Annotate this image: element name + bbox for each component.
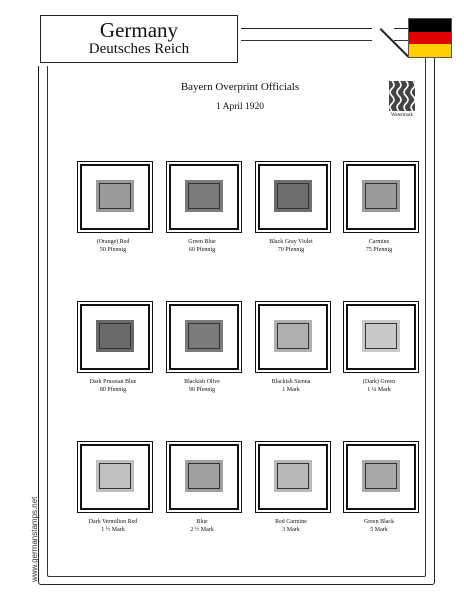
stamp-caption	[256, 518, 326, 534]
stamp-space	[344, 304, 414, 394]
stamp-value: 50 Pfennig	[99, 247, 127, 253]
watermark-icon	[389, 81, 415, 111]
stamp-caption	[167, 518, 237, 534]
stamp-color: Green Blue	[188, 239, 216, 245]
stamp-mount-frame	[169, 304, 239, 370]
stamp-caption	[256, 378, 326, 394]
stamp-mount-frame	[80, 444, 150, 510]
stamp-image	[96, 460, 134, 492]
stamp-value: 1 Mark	[282, 387, 300, 393]
country-title: Germany	[99, 18, 179, 42]
watermark-label: Watermark	[390, 113, 414, 118]
stamp-value: 60 Pfennig	[188, 247, 216, 253]
stamp-space	[344, 444, 414, 534]
stamp-color: Dark Vermilion Red	[88, 519, 138, 525]
stamp-space	[78, 444, 148, 534]
stamp-space	[256, 304, 326, 394]
country-subtitle: Deutsches Reich	[88, 41, 190, 57]
stamp-color: Blue	[196, 519, 208, 525]
stamp-caption	[344, 378, 414, 394]
stamp-mount-frame	[258, 444, 328, 510]
stamp-mount-frame	[169, 444, 239, 510]
stamp-mount-frame	[258, 304, 328, 370]
stamp-color: (Dark) Green	[362, 379, 396, 385]
stamp-space	[256, 444, 326, 534]
stamp-image	[185, 320, 223, 352]
stamp-space	[344, 164, 414, 254]
stamp-image	[185, 180, 223, 212]
stamp-space	[167, 304, 237, 394]
stamp-image	[96, 320, 134, 352]
stamp-mount-frame	[346, 304, 416, 370]
stamp-space	[78, 164, 148, 254]
stamp-mount-frame	[258, 164, 328, 230]
stamp-value: 3 Mark	[282, 527, 300, 533]
issue-date: 1 April 1920	[215, 102, 265, 112]
stamp-value: 1 ½ Mark	[101, 527, 125, 533]
stamp-image	[362, 460, 400, 492]
stamp-mount-frame	[80, 164, 150, 230]
stamp-color: Dark Prussian Blue	[89, 379, 137, 385]
stamp-image	[274, 320, 312, 352]
stamp-mount-frame	[80, 304, 150, 370]
stamp-image	[96, 180, 134, 212]
stamp-caption	[344, 238, 414, 254]
title-box	[40, 15, 238, 63]
stamp-caption	[256, 238, 326, 254]
germany-flag-icon	[408, 18, 452, 58]
stamp-space	[167, 444, 237, 534]
stamp-space	[167, 164, 237, 254]
stamp-color: Red Carmine	[275, 519, 307, 525]
stamp-mount-frame	[346, 164, 416, 230]
stamp-value: 75 Pfennig	[365, 247, 393, 253]
stamp-value: 90 Pfennig	[188, 387, 216, 393]
side-url: www.germanstamps.net	[30, 496, 39, 582]
stamp-value: 1 ¼ Mark	[367, 387, 391, 393]
stamp-value: 80 Pfennig	[99, 387, 127, 393]
stamp-caption	[78, 378, 148, 394]
stamp-image	[362, 180, 400, 212]
page-heading: Bayern Overprint Officials	[180, 81, 300, 93]
stamp-image	[274, 180, 312, 212]
stamp-caption	[78, 238, 148, 254]
stamp-mount-frame	[346, 444, 416, 510]
stamp-value: 5 Mark	[370, 527, 388, 533]
stamp-color: (Orange) Red	[96, 239, 130, 245]
stamp-value: 2 ½ Mark	[190, 527, 214, 533]
stamp-color: Black Gray Violet	[269, 239, 313, 245]
stamp-value: 70 Pfennig	[277, 247, 305, 253]
stamp-color: Blackish Olive	[184, 379, 220, 385]
stamp-color: Blackish Sienna	[271, 379, 311, 385]
stamp-caption	[344, 518, 414, 534]
stamp-color: Carmine	[368, 239, 390, 245]
stamp-caption	[167, 238, 237, 254]
stamp-image	[362, 320, 400, 352]
stamp-mount-frame	[169, 164, 239, 230]
stamp-caption	[78, 518, 148, 534]
stamp-space	[256, 164, 326, 254]
stamp-image	[185, 460, 223, 492]
stamp-space	[78, 304, 148, 394]
stamp-caption	[167, 378, 237, 394]
stamp-image	[274, 460, 312, 492]
stamp-color: Green Black	[363, 519, 395, 525]
